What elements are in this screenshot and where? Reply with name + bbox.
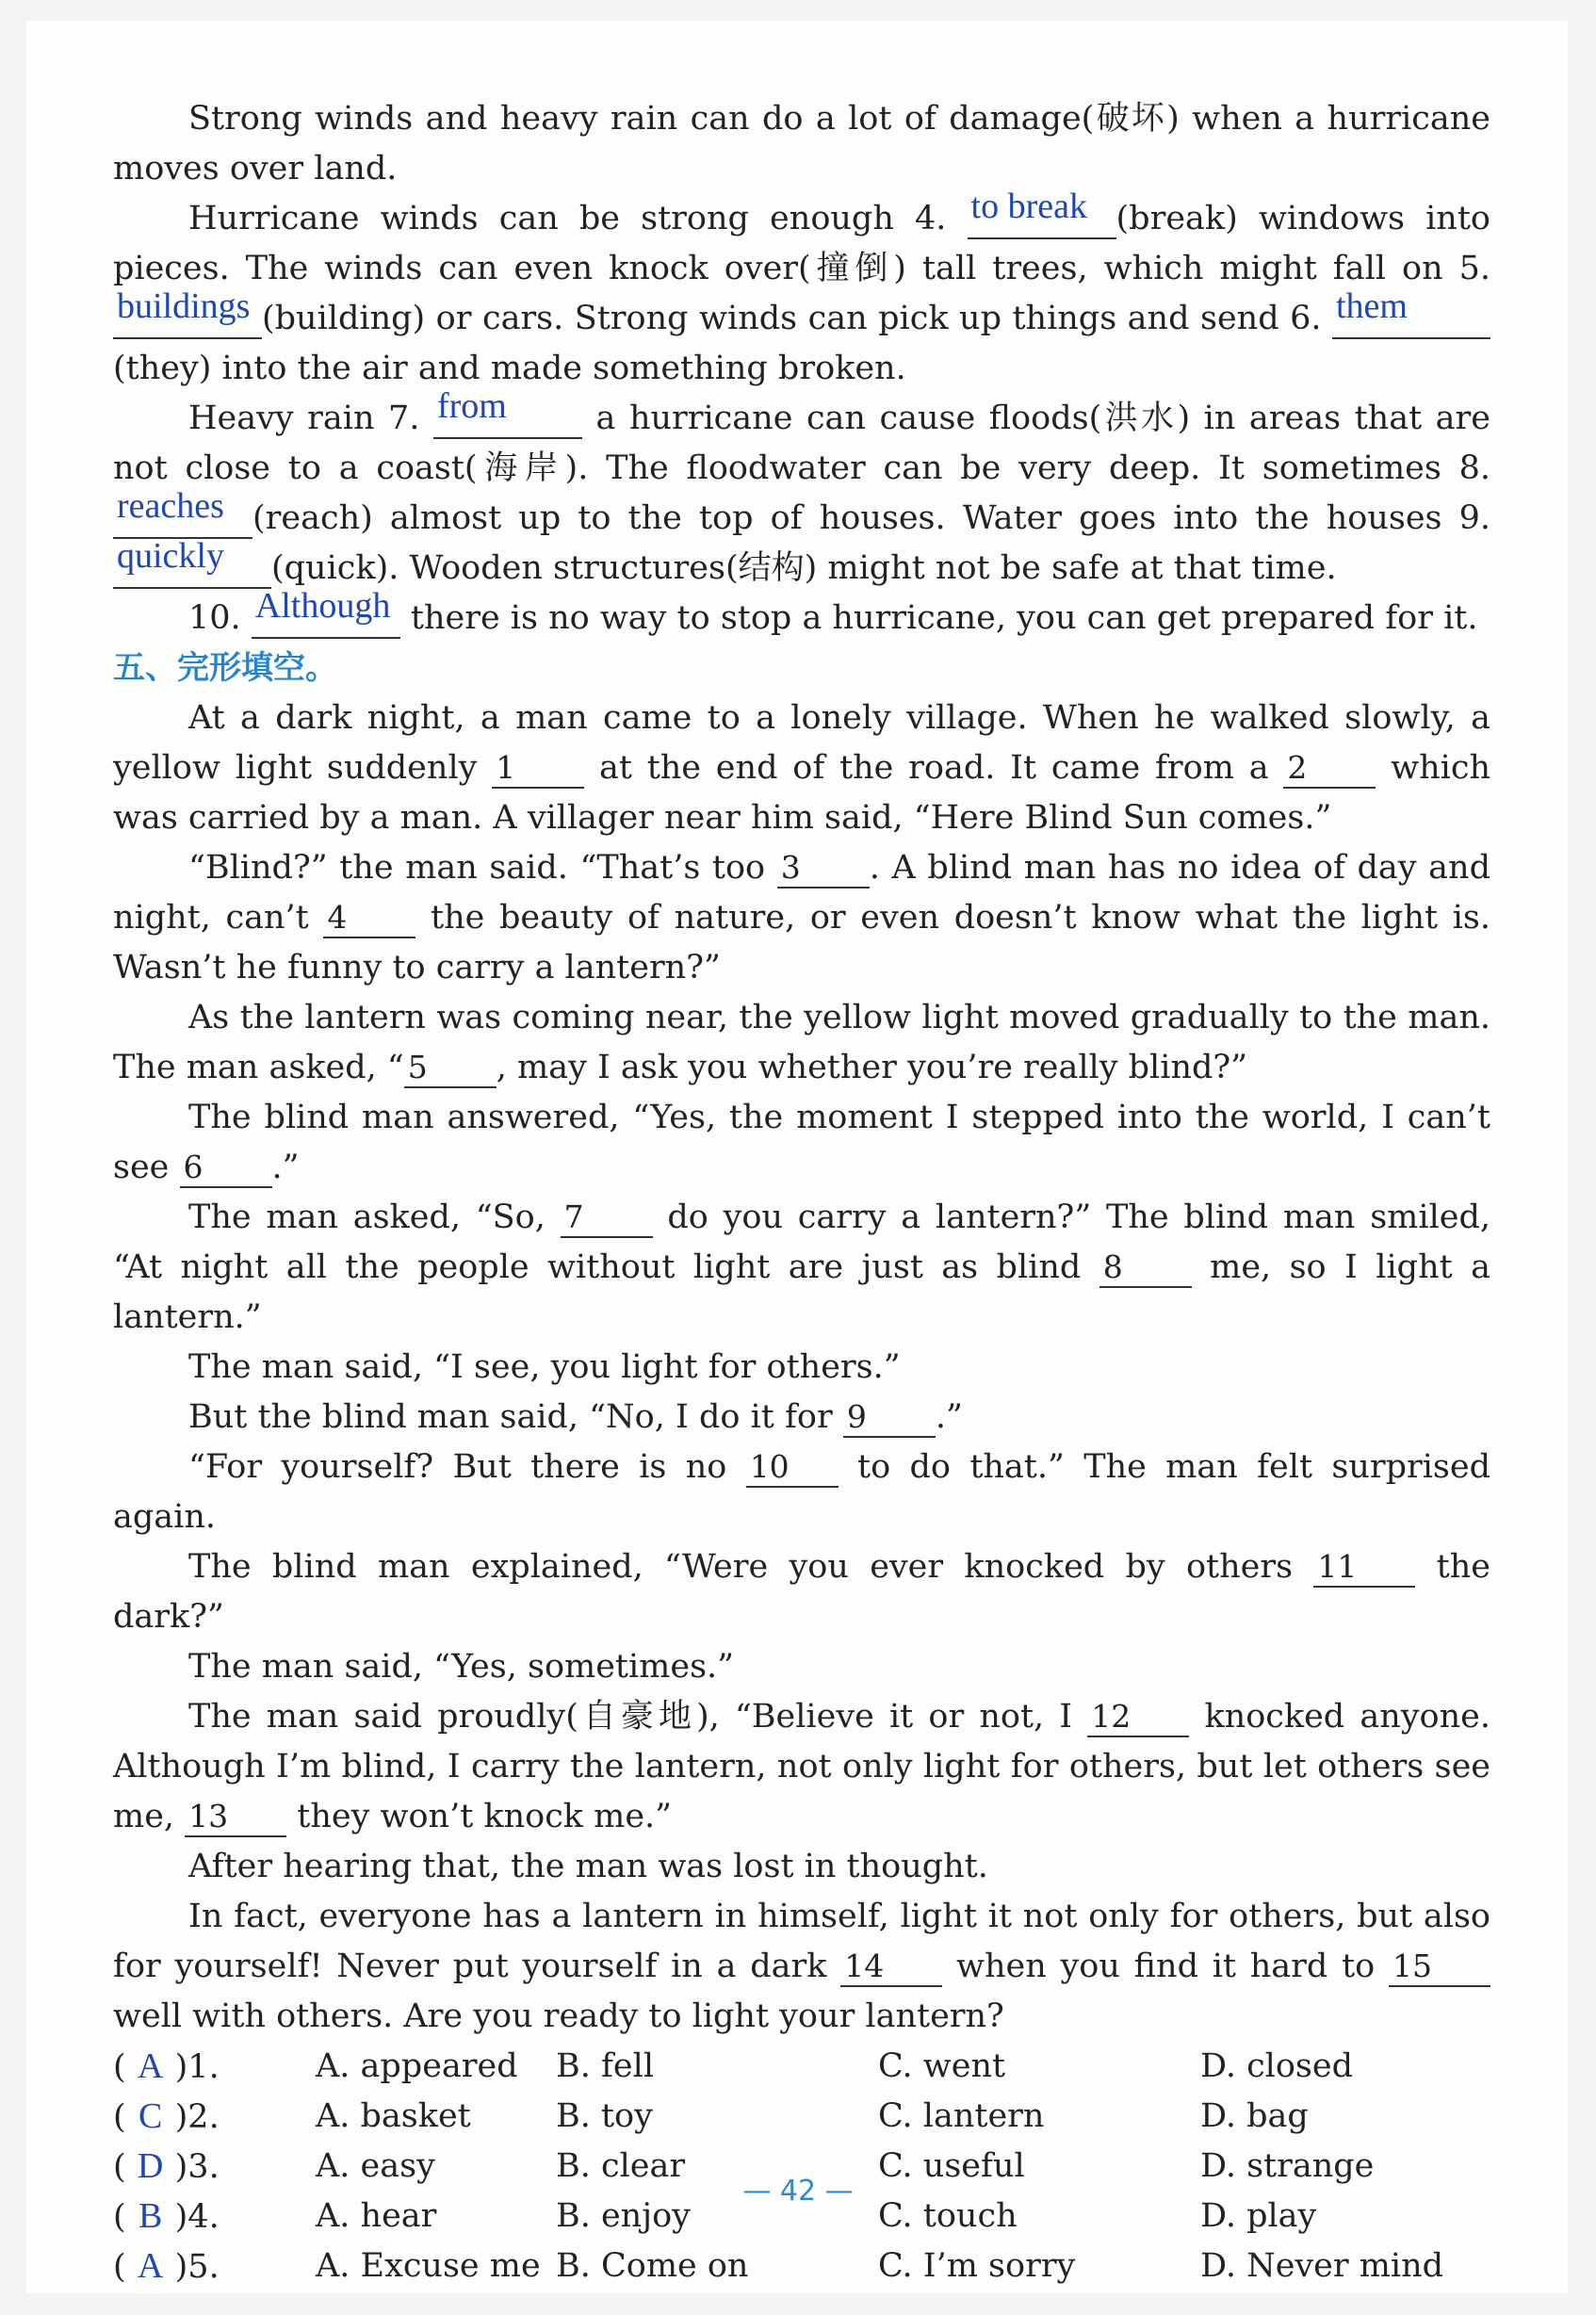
option-a: A. easy xyxy=(316,2147,435,2185)
option-c: C. touch xyxy=(878,2197,1018,2235)
cloze-paragraph: “Blind?” the man said. “That’s too 3 . A blind man has no idea of day and night, can’t 4 the beauty of nature, or even doesn’t know what the light is. Wasn’t he funny to carry a lantern?” xyxy=(113,849,1490,986)
option-d: D. play xyxy=(1200,2197,1317,2235)
filled-answer: to break xyxy=(970,187,1087,226)
question-row xyxy=(113,2042,1490,2092)
section-title: 五、完形填空。 xyxy=(113,649,337,687)
selected-answer: D xyxy=(137,2145,164,2186)
passage-paragraph: 10. Although there is no way to stop a hurricane, you can get prepared for it. xyxy=(188,586,1478,637)
option-b: B. clear xyxy=(556,2147,686,2185)
option-a: A. appeared xyxy=(316,2047,518,2085)
answer-blank-10 xyxy=(252,586,400,639)
cloze-blank: 14 xyxy=(840,1948,942,1987)
option-c: C. I’m sorry xyxy=(878,2247,1076,2285)
cloze-paragraph: The man said, “I see, you light for others.” xyxy=(188,1348,901,1386)
cloze-paragraph: At a dark night, a man came to a lonely village. When he walked slowly, a yellow light suddenly 1 at the end of the road. It came from a 2 which was carried by a man. A villager near him said, “Here Blind Sun comes.” xyxy=(113,699,1490,837)
cloze-blank: 1 xyxy=(492,749,584,789)
option-c: C. lantern xyxy=(878,2097,1045,2135)
cloze-blank: 5 xyxy=(404,1049,497,1088)
cloze-blank: 3 xyxy=(777,849,870,889)
cloze-paragraph: After hearing that, the man was lost in thought. xyxy=(188,1848,988,1885)
answer-blank-9 xyxy=(113,536,271,589)
option-c: C. went xyxy=(878,2047,1006,2085)
answer-blank-6 xyxy=(1332,286,1490,339)
answer-blank-5 xyxy=(113,286,262,339)
option-b: B. Come on xyxy=(556,2247,749,2285)
cloze-blank: 9 xyxy=(843,1398,936,1438)
filled-answer: from xyxy=(437,386,507,426)
cloze-blank: 10 xyxy=(746,1448,839,1488)
question-row xyxy=(113,2242,1490,2291)
cloze-paragraph: The man said proudly(自豪地), “Believe it or not, I 12 knocked anyone. Although I’m blind, I carry the lantern, not only light for others, but let others see me, 13 they won’t knock me.” xyxy=(113,1698,1490,1835)
selected-answer: B xyxy=(138,2195,163,2236)
cloze-paragraph: The man said, “Yes, sometimes.” xyxy=(188,1648,735,1686)
question-number: ( B )4. xyxy=(113,2192,316,2242)
cloze-blank: 11 xyxy=(1313,1548,1415,1588)
selected-answer: C xyxy=(138,2095,163,2136)
option-a: A. Excuse me xyxy=(316,2247,541,2285)
option-a: A. basket xyxy=(316,2097,471,2135)
question-number: ( A )1. xyxy=(113,2042,316,2093)
answer-blank-4 xyxy=(968,187,1116,239)
option-b: B. fell xyxy=(556,2047,655,2085)
cloze-paragraph: But the blind man said, “No, I do it for 9 .” xyxy=(188,1398,963,1436)
filled-answer: quickly xyxy=(117,536,224,576)
question-number: ( D )3. xyxy=(113,2142,316,2193)
option-d: D. strange xyxy=(1200,2147,1375,2185)
filled-answer: reaches xyxy=(117,486,224,526)
cloze-blank: 2 xyxy=(1283,749,1376,789)
passage-paragraph: Strong winds and heavy rain can do a lot of damage(破坏) when a hurricane moves over land. xyxy=(113,100,1490,187)
cloze-blank: 4 xyxy=(323,899,415,938)
option-d: D. bag xyxy=(1200,2097,1309,2135)
option-b: B. enjoy xyxy=(556,2197,691,2235)
page-content xyxy=(113,94,1490,2291)
cloze-blank: 12 xyxy=(1087,1698,1189,1737)
option-b: B. toy xyxy=(556,2097,653,2135)
page-number: — 42 — xyxy=(742,2175,854,2208)
option-c: C. useful xyxy=(878,2147,1025,2185)
question-number: ( C )2. xyxy=(113,2092,316,2143)
selected-answer: A xyxy=(137,2245,164,2286)
cloze-blank: 13 xyxy=(185,1798,286,1837)
option-d: D. Never mind xyxy=(1200,2247,1444,2285)
question-list xyxy=(113,2042,1490,2291)
filled-answer: them xyxy=(1336,286,1408,326)
cloze-blank: 15 xyxy=(1389,1948,1490,1987)
question-row xyxy=(113,2092,1490,2142)
option-d: D. closed xyxy=(1200,2047,1354,2085)
filled-answer: buildings xyxy=(117,286,251,326)
cloze-blank: 7 xyxy=(561,1198,653,1238)
cloze-paragraph: “For yourself? But there is no 10 to do that.” The man felt surprised again. xyxy=(113,1448,1491,1536)
answer-blank-7 xyxy=(433,386,582,439)
selected-answer: A xyxy=(137,2046,164,2086)
cloze-paragraph: The man asked, “So, 7 do you carry a lantern?” The blind man smiled, “At night all the people without light are just as blind 8 me, so I light a lantern.” xyxy=(113,1198,1491,1336)
filled-answer: Although xyxy=(254,586,391,626)
cloze-blank: 8 xyxy=(1099,1248,1192,1288)
cloze-paragraph: The blind man answered, “Yes, the moment I stepped into the world, I can’t see 6 .” xyxy=(113,1099,1490,1186)
option-a: A. hear xyxy=(316,2197,437,2235)
passage-paragraph: Hurricane winds can be strong enough 4. to break (break) windows into pieces. The winds can even knock over(撞倒) tall trees, which might fall on 5. buildings (building) or cars. Strong winds can pick up things and send 6. them(they) into the air and made something broken. xyxy=(113,187,1490,387)
cloze-blank: 6 xyxy=(180,1149,272,1188)
passage-paragraph: Heavy rain 7. from a hurricane can cause floods(洪水) in areas that are not close to a coast(海岸). The floodwater can be very deep. It sometimes 8. reaches (reach) almost up to the top of houses. Water goes into the houses 9. quickly (quick). Wooden structures(结构) might not be safe at that time. xyxy=(113,386,1490,587)
answer-blank-8 xyxy=(113,486,252,539)
cloze-paragraph: As the lantern was coming near, the yellow light moved gradually to the man. The man asked, “ 5 , may I ask you whether you’re really blind?” xyxy=(113,999,1490,1086)
question-number: ( A )5. xyxy=(113,2242,316,2292)
cloze-paragraph: The blind man explained, “Were you ever knocked by others 11 the dark?” xyxy=(113,1548,1491,1636)
cloze-paragraph: In fact, everyone has a lantern in himself, light it not only for others, but also for yourself! Never put yourself in a dark 14 when you find it hard to 15 well with others. Are you ready to light your lantern? xyxy=(113,1898,1490,2035)
